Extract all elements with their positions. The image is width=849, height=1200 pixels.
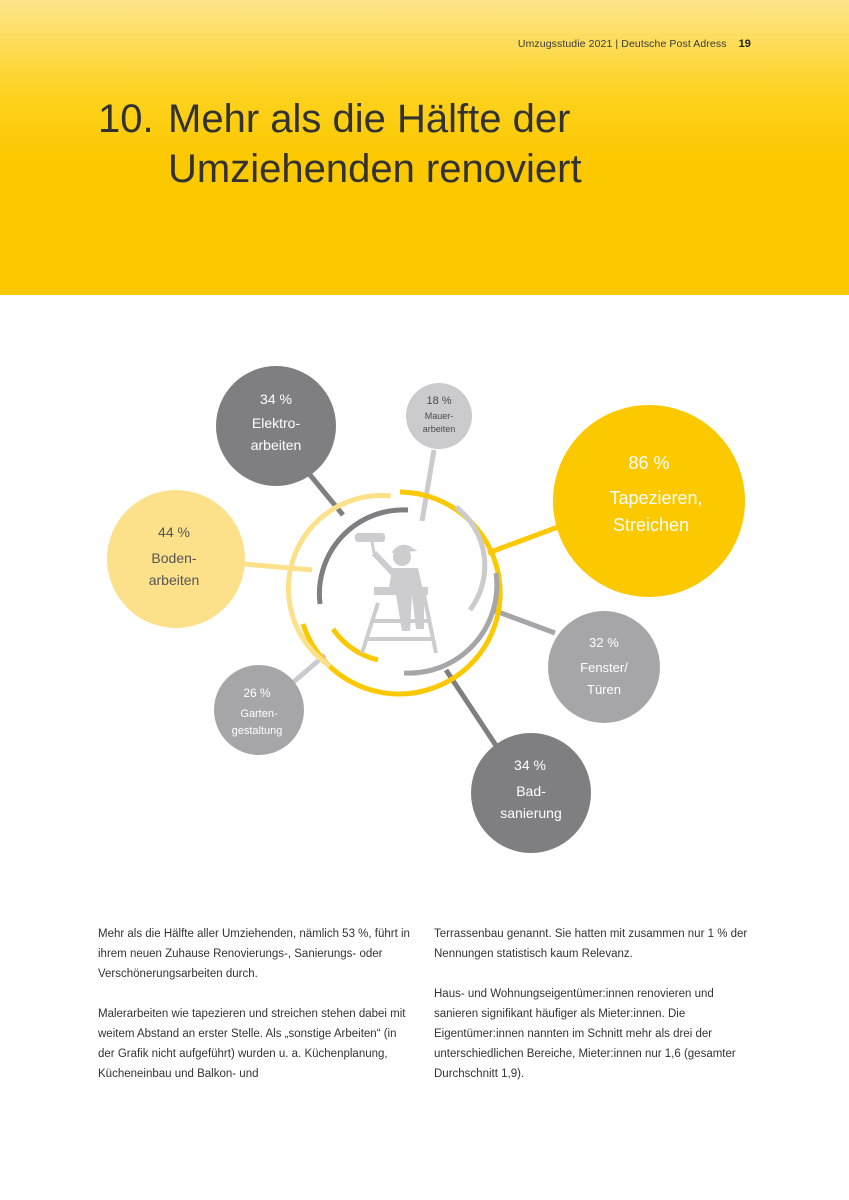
renovation-diagram bbox=[0, 295, 849, 895]
bubble-tapezieren bbox=[553, 405, 745, 597]
bubble-mauer-label-2: arbeiten bbox=[422, 424, 456, 434]
bubble-fenster-label-2: Türen bbox=[587, 682, 621, 697]
bubble-boden-label-1: Boden- bbox=[151, 550, 197, 566]
title-number: 10. bbox=[98, 97, 154, 141]
bubble-tapezieren-label-1: Tapezieren, bbox=[609, 488, 703, 508]
body-column-right bbox=[434, 924, 752, 1104]
bubble-mauer-value: 18 % bbox=[426, 395, 452, 407]
bubble-boden-value: 44 % bbox=[158, 524, 190, 540]
bubble-fenster-label-1: Fenster/ bbox=[580, 660, 628, 675]
bubble-mauer-label-1: Mauer- bbox=[424, 411, 454, 421]
painter-icon bbox=[355, 533, 436, 653]
body-paragraph: Mehr als die Hälfte aller Umziehenden, nämlich 53 %, führt in ihrem neuen Zuhause Renovierungs-, Sanierungs- oder Verschönerungsarbeiten durch. bbox=[98, 928, 410, 980]
bubble-bad-label-1: Bad- bbox=[516, 783, 546, 799]
bubble-elektro bbox=[216, 366, 336, 486]
body-paragraph: Terrassenbau genannt. Sie hatten mit zusammen nur 1 % der Nennungen statistisch kaum Relevanz. bbox=[434, 928, 748, 960]
body-paragraph: Malerarbeiten wie tapezieren und streichen stehen dabei mit weitem Abstand an erster Stelle. Als „sonstige Arbeiten“ (in der Grafik nicht aufgeführt) wurden u. a. Küchenplanung, Kücheneinbau und Balkon- und bbox=[98, 1008, 406, 1080]
bubble-elektro-value: 34 % bbox=[260, 391, 292, 407]
bubble-garten-label-2: gestaltung bbox=[231, 725, 283, 737]
ring-arc-yellow-inner bbox=[333, 629, 378, 660]
bubble-bad-label-2: sanierung bbox=[500, 805, 562, 821]
bubble-garten-label-1: Garten- bbox=[240, 708, 278, 720]
ring-arc-light bbox=[456, 507, 485, 610]
bubble-fenster-value: 32 % bbox=[589, 635, 619, 650]
page-number: 19 bbox=[738, 38, 751, 50]
connector-bad bbox=[446, 670, 497, 747]
title-line-1: Mehr als die Hälfte der bbox=[168, 97, 571, 141]
bubble-bad-value: 34 % bbox=[514, 757, 546, 773]
header-band bbox=[0, 0, 849, 295]
connector-boden bbox=[233, 563, 312, 570]
bubble-mauer bbox=[406, 383, 472, 449]
bubble-elektro-label-2: arbeiten bbox=[250, 437, 302, 453]
running-title: Umzugsstudie 2021 | Deutsche Post Adress bbox=[517, 38, 727, 50]
body-column-left bbox=[98, 924, 416, 1104]
bubble-tapezieren-label-2: Streichen bbox=[612, 515, 690, 535]
page-title bbox=[98, 94, 582, 194]
bubble-garten bbox=[214, 665, 304, 755]
bubble-elektro-label-1: Elektro- bbox=[251, 415, 301, 431]
bubble-fenster bbox=[548, 611, 660, 723]
body-paragraph: Haus- und Wohnungseigentümer:innen renovieren und sanieren signifikant häufiger als Mieter:innen. Die Eigentümer:innen nannten im Schnitt mehr als drei der unterschiedlichen Bereiche, Mieter:innen nur 1,6 (gesamter Durchschnitt 1,9). bbox=[434, 988, 736, 1080]
bubble-boden-label-2: arbeiten bbox=[148, 572, 200, 588]
running-header bbox=[518, 38, 751, 50]
connector-tapezieren bbox=[488, 527, 558, 553]
bubble-boden bbox=[107, 490, 245, 628]
bubble-garten-value: 26 % bbox=[243, 686, 271, 700]
connector-mauer bbox=[422, 450, 434, 521]
title-line-2: Umziehenden renoviert bbox=[168, 147, 582, 191]
bubble-tapezieren-value: 86 % bbox=[628, 453, 670, 473]
bubble-bad bbox=[471, 733, 591, 853]
connector-fenster bbox=[493, 610, 555, 633]
